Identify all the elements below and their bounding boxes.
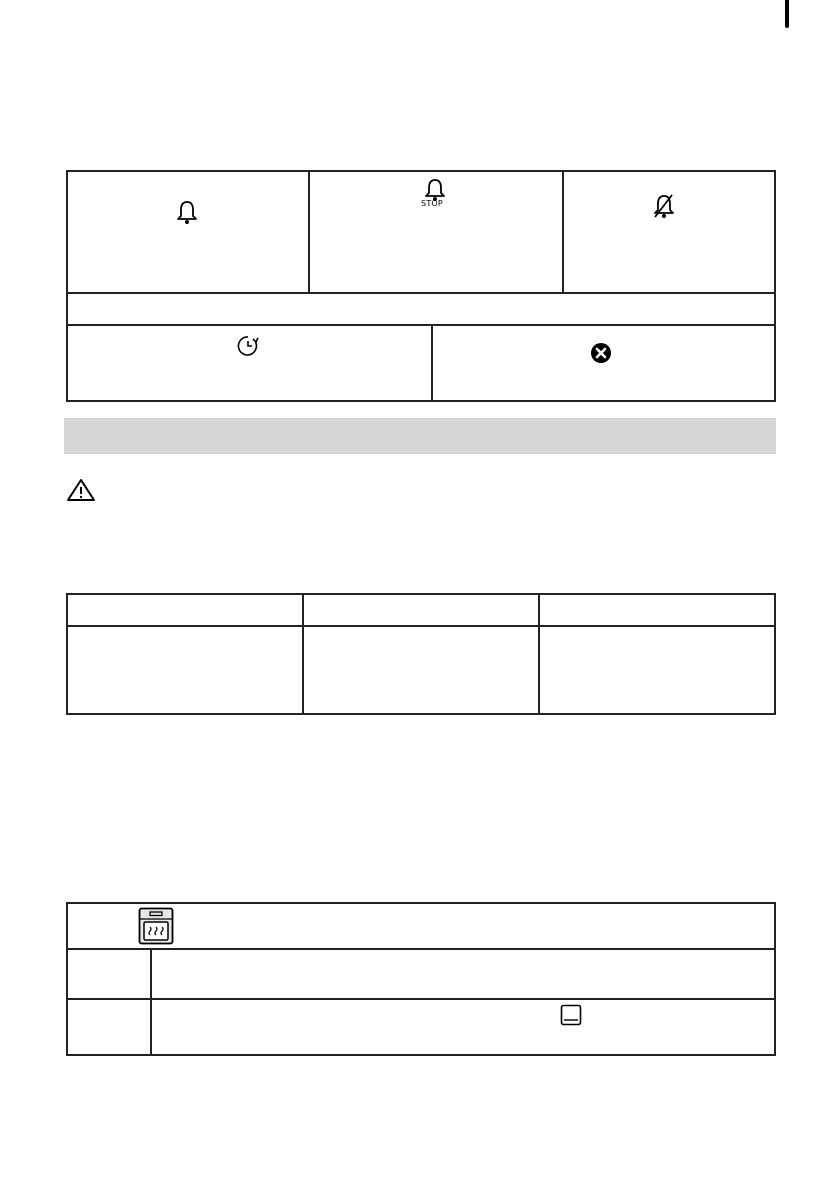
body-cell <box>67 626 303 714</box>
stop-label: STOP <box>421 199 443 208</box>
section-header-bar <box>64 418 776 454</box>
step-text-cell <box>151 999 775 1055</box>
body-cell <box>303 626 539 714</box>
oven-icon <box>560 1004 582 1026</box>
header-cell <box>67 594 303 626</box>
body-cell <box>539 626 775 714</box>
row-divider <box>431 324 433 400</box>
cancel-circle-icon <box>590 342 612 364</box>
merged-row <box>67 293 775 325</box>
step-number-cell <box>67 949 151 999</box>
warning-triangle-icon <box>66 478 96 502</box>
bell-stop-cell <box>309 171 563 293</box>
three-column-table <box>66 593 776 715</box>
step-text-cell <box>151 949 775 999</box>
step-number-cell <box>67 999 151 1055</box>
bell-muted-cell <box>563 171 775 293</box>
split-row <box>67 325 775 401</box>
oven-header-row <box>67 903 775 949</box>
oven-steps-table <box>66 902 776 1056</box>
header-cell <box>539 594 775 626</box>
bell-muted-icon <box>652 194 676 220</box>
page-edge-marker <box>785 0 789 28</box>
oven-heating-icon <box>138 907 174 945</box>
header-cell <box>303 594 539 626</box>
bell-cell <box>67 171 309 293</box>
bell-icon <box>176 200 198 226</box>
clock-icon <box>236 334 260 358</box>
